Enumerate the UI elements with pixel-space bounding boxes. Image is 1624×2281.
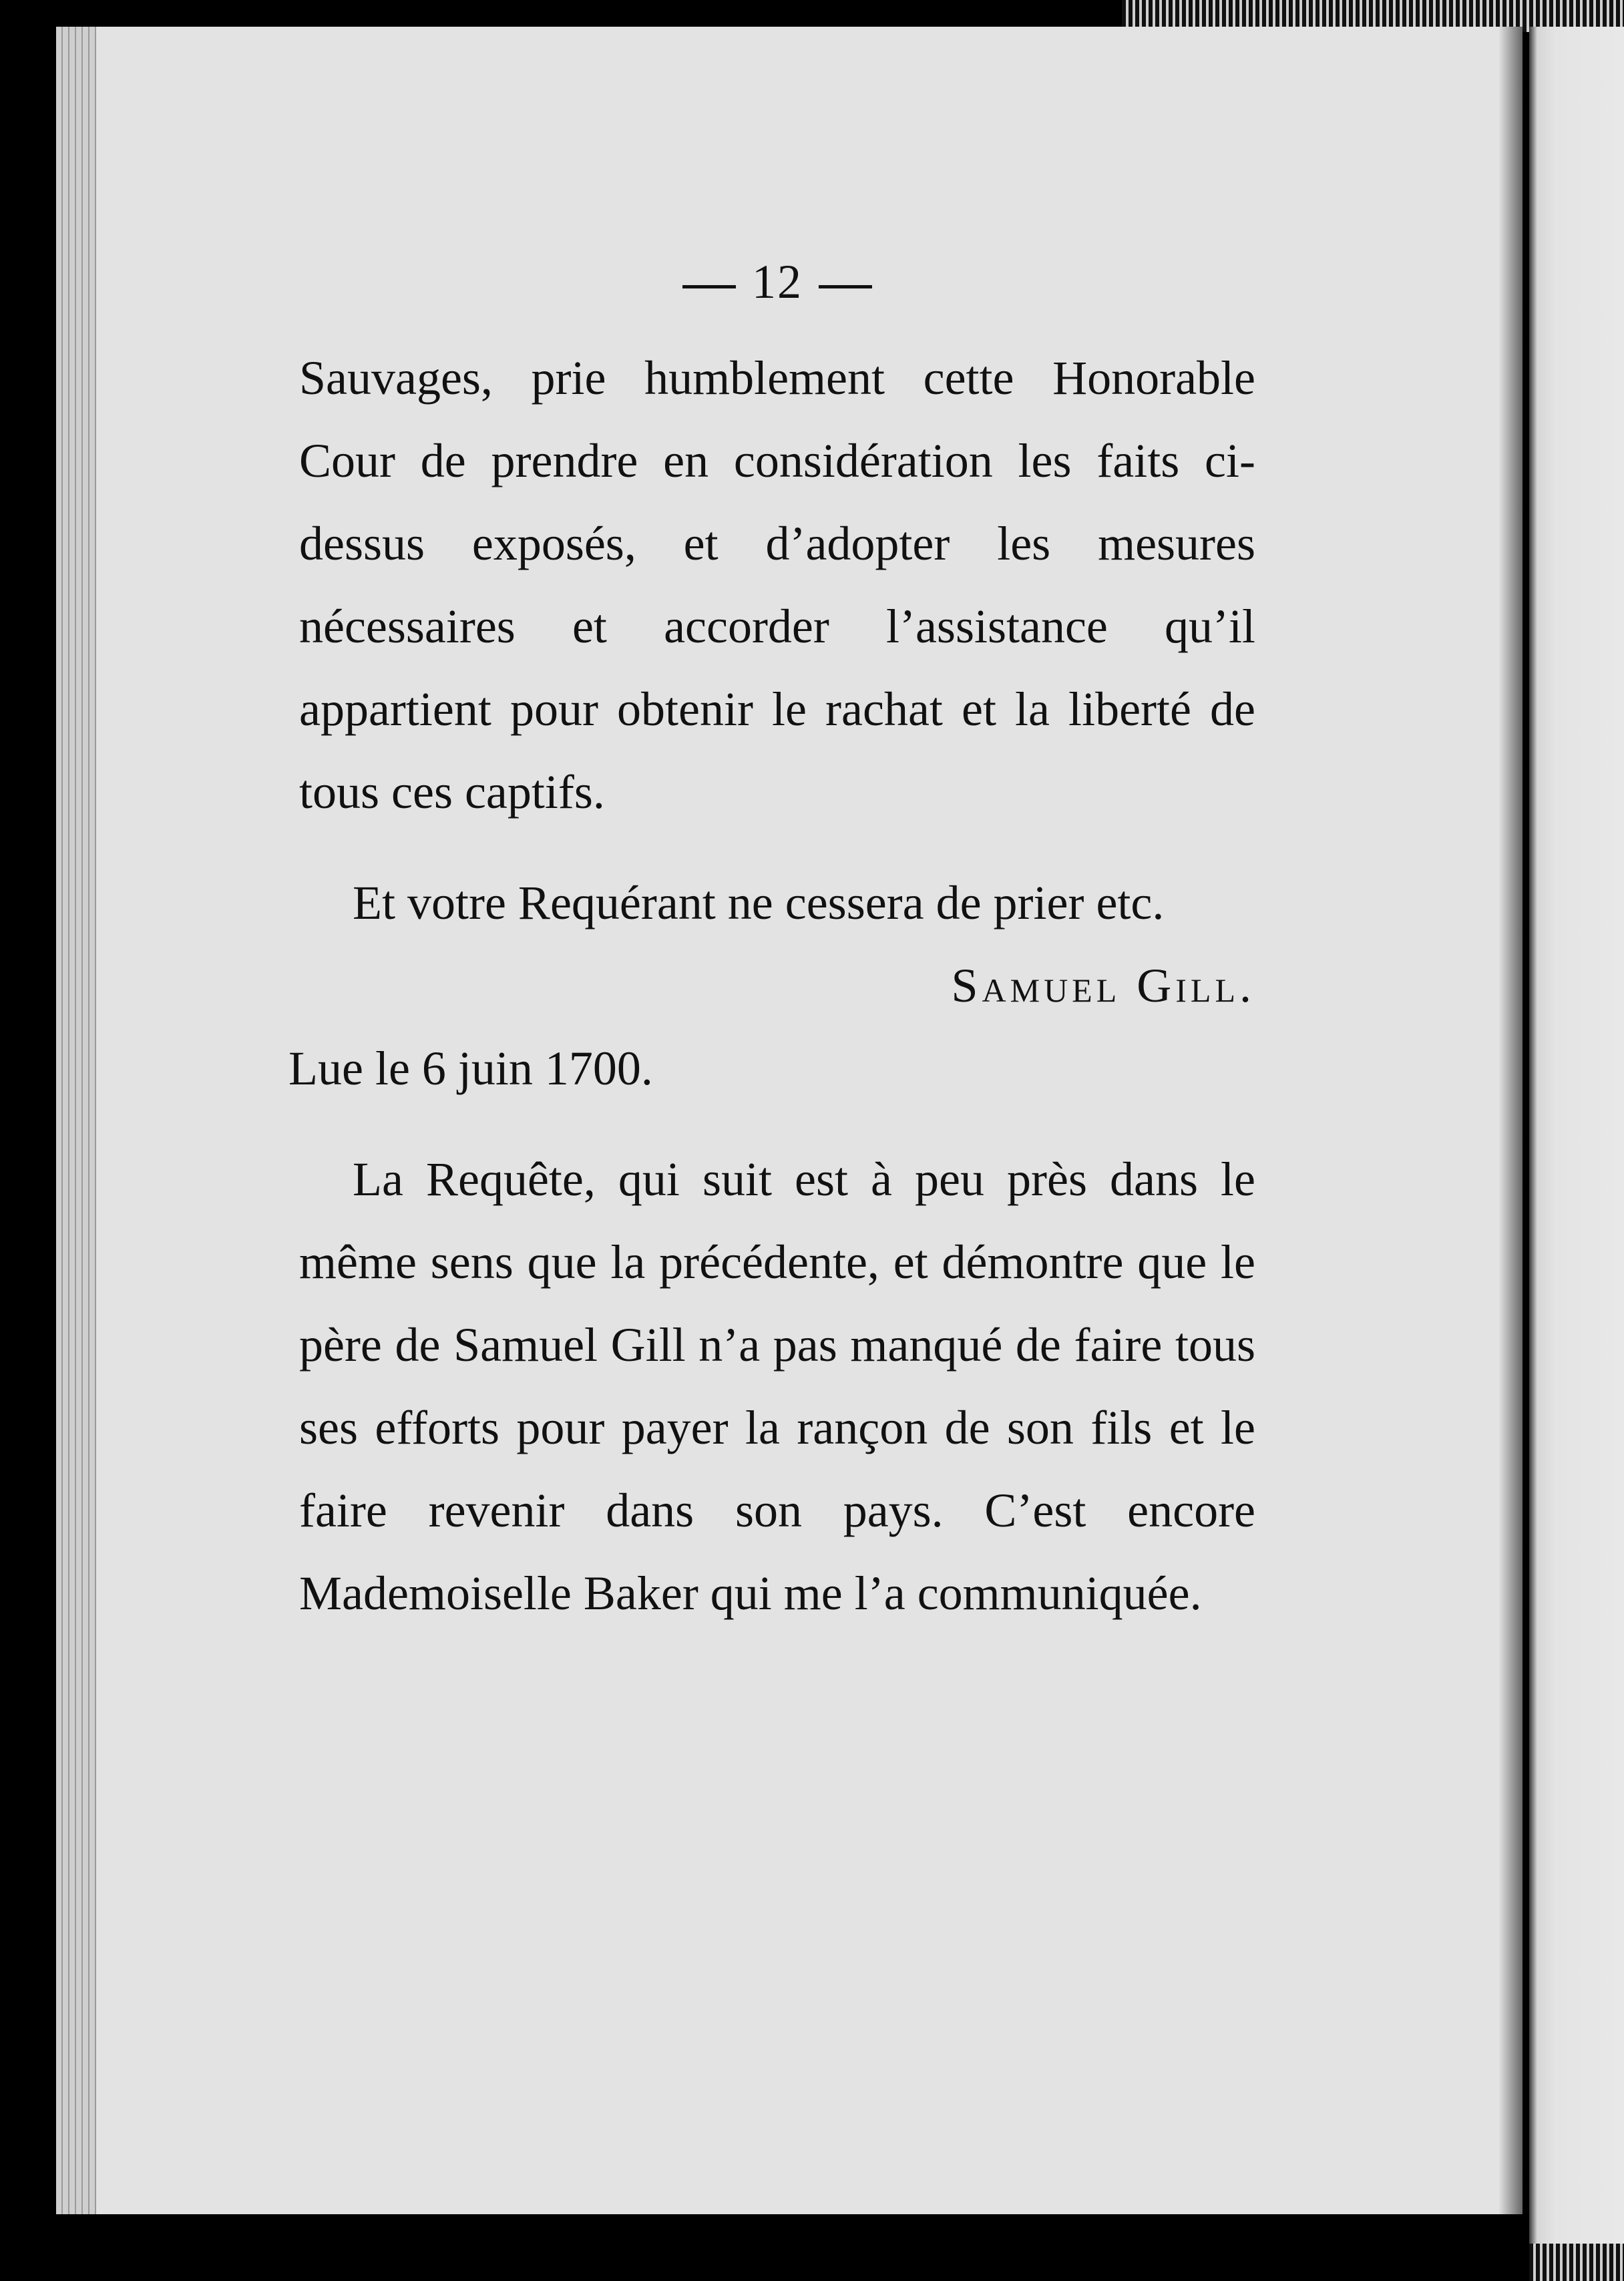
facing-page-edge [1529, 27, 1624, 2270]
date-line: Lue le 6 juin 1700. [288, 1042, 653, 1095]
paragraph-commentary: La Requête, qui suit est à peu près dans le même sens que la précédente, et démontre que le père de Samuel Gill n’a pas manqué de faire tous ses efforts pour payer la rançon de son fils et le faire revenir dans son pays. C’est encore Mademoiselle Baker qui me l’a communiquée. [299, 1153, 1255, 1620]
scan-border-bottom [1529, 2244, 1624, 2281]
paragraph-prayer: Et votre Requérant ne cessera de prier etc. [353, 876, 1165, 929]
page-number [299, 240, 1255, 323]
dash-left [682, 285, 736, 288]
page-stack-edges [56, 27, 96, 2214]
page-text [288, 240, 1255, 1635]
spine-shadow [1498, 27, 1522, 2214]
paragraph-petition: Sauvages, prie humblement cette Honorable Cour de prendre en considération les faits ci-dessus exposés, et d’adopter les mesures nécessaires et accorder l’assistance qu’il appartient pour obtenir le rachat et la liberté de tous ces captifs. [299, 351, 1255, 819]
signature: Samuel Gill. [951, 959, 1255, 1012]
dash-right [819, 285, 872, 288]
page-number-value: 12 [752, 255, 803, 308]
